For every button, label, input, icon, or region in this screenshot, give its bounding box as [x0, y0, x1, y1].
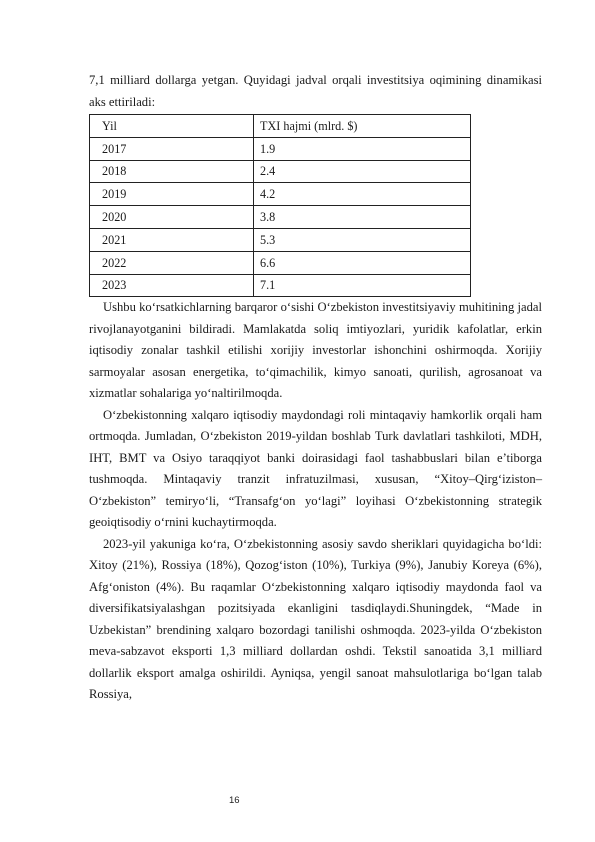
page-body — [89, 70, 542, 706]
table-row — [90, 274, 471, 297]
table-row — [90, 251, 471, 274]
fdi-table — [89, 114, 471, 297]
table-cell-value: 3.8 — [254, 206, 471, 229]
table-cell-value: 6.6 — [254, 251, 471, 274]
table-cell-year: 2018 — [90, 160, 254, 183]
table-cell-year: 2020 — [90, 206, 254, 229]
table-header-fdi: TXI hajmi (mlrd. $) — [254, 115, 471, 138]
table-cell-year: 2022 — [90, 251, 254, 274]
table-cell-value: 4.2 — [254, 183, 471, 206]
table-row — [90, 183, 471, 206]
table-cell-value: 7.1 — [254, 274, 471, 297]
intro-paragraph: 7,1 milliard dollarga yetgan. Quyidagi jadval orqali investitsiya oqimining dinamikasi aks ettiriladi: — [89, 73, 542, 109]
table-header-row — [90, 115, 471, 138]
table-cell-value: 5.3 — [254, 228, 471, 251]
table-row — [90, 137, 471, 160]
table-row — [90, 228, 471, 251]
table-cell-year: 2023 — [90, 274, 254, 297]
body-paragraph: O‘zbekistonning xalqaro iqtisodiy maydondagi roli mintaqaviy hamkorlik orqali ham ortmoqda. Jumladan, O‘zbekiston 2019-yildan boshlab Turk davlatlari tashkiloti, MDH, IHT, BMT va Osiyo taraqqiyot banki doirasidagi faol tashabbuslari bilan e’tiborga tushmoqda. Mintaqaviy tranzit infratuzilmasi, xususan, “Xitoy–Qirg‘iziston–O‘zbekiston” temiryo‘li, “Transafg‘on yo‘lagi” loyihasi O‘zbekistonning strategik geoiqtisodiy o‘rnini kuchaytirmoqda. — [89, 407, 542, 530]
body-paragraph: Ushbu ko‘rsatkichlarning barqaror o‘sishi O‘zbekiston investitsiyaviy muhitining jadal rivojlanayotganini bildiradi. Mamlakatda soliq imtiyozlari, yuridik kafolatlar, erkin iqtisodiy zonalar tashkil etilishi xorijiy investorlar ishonchini oshirmoqda. Xorijiy sarmoyalar asosan energetika, to‘qimachilik, kimyo sanoati, qurilish, agrosanoat va xizmatlar sohalariga yo‘naltirilmoqda. — [89, 300, 542, 401]
table-cell-value: 1.9 — [254, 137, 471, 160]
table-header-year: Yil — [90, 115, 254, 138]
table-row — [90, 160, 471, 183]
table-cell-year: 2017 — [90, 137, 254, 160]
body-paragraph: 2023-yil yakuniga ko‘ra, O‘zbekistonning asosiy savdo sheriklari quyidagicha bo‘ldi: Xitoy (21%), Rossiya (18%), Qozog‘iston (10%), Turkiya (9%), Janubiy Koreya (6%), Afg‘oniston (4%). Bu raqamlar O‘zbekistonning xalqaro iqtisodiy maydonda faol va diversifikatsiyalashgan pozitsiyada ekanligini tasdiqlaydi.Shuningdek, “Made in Uzbekistan” brendining xalqaro bozordagi tanilishi oshmoqda. 2023-yilda O‘zbekiston meva-sabzavot eksporti 1,3 milliard dollardan oshdi. Tekstil sanoatida 3,1 milliard dollarlik eksport amalga oshirildi. Ayniqsa, yengil sanoat mahsulotlariga bo‘lgan talab Rossiya, — [89, 536, 542, 702]
page-number: 16 — [229, 795, 240, 806]
table-row — [90, 206, 471, 229]
table-cell-value: 2.4 — [254, 160, 471, 183]
table-cell-year: 2019 — [90, 183, 254, 206]
table-cell-year: 2021 — [90, 228, 254, 251]
